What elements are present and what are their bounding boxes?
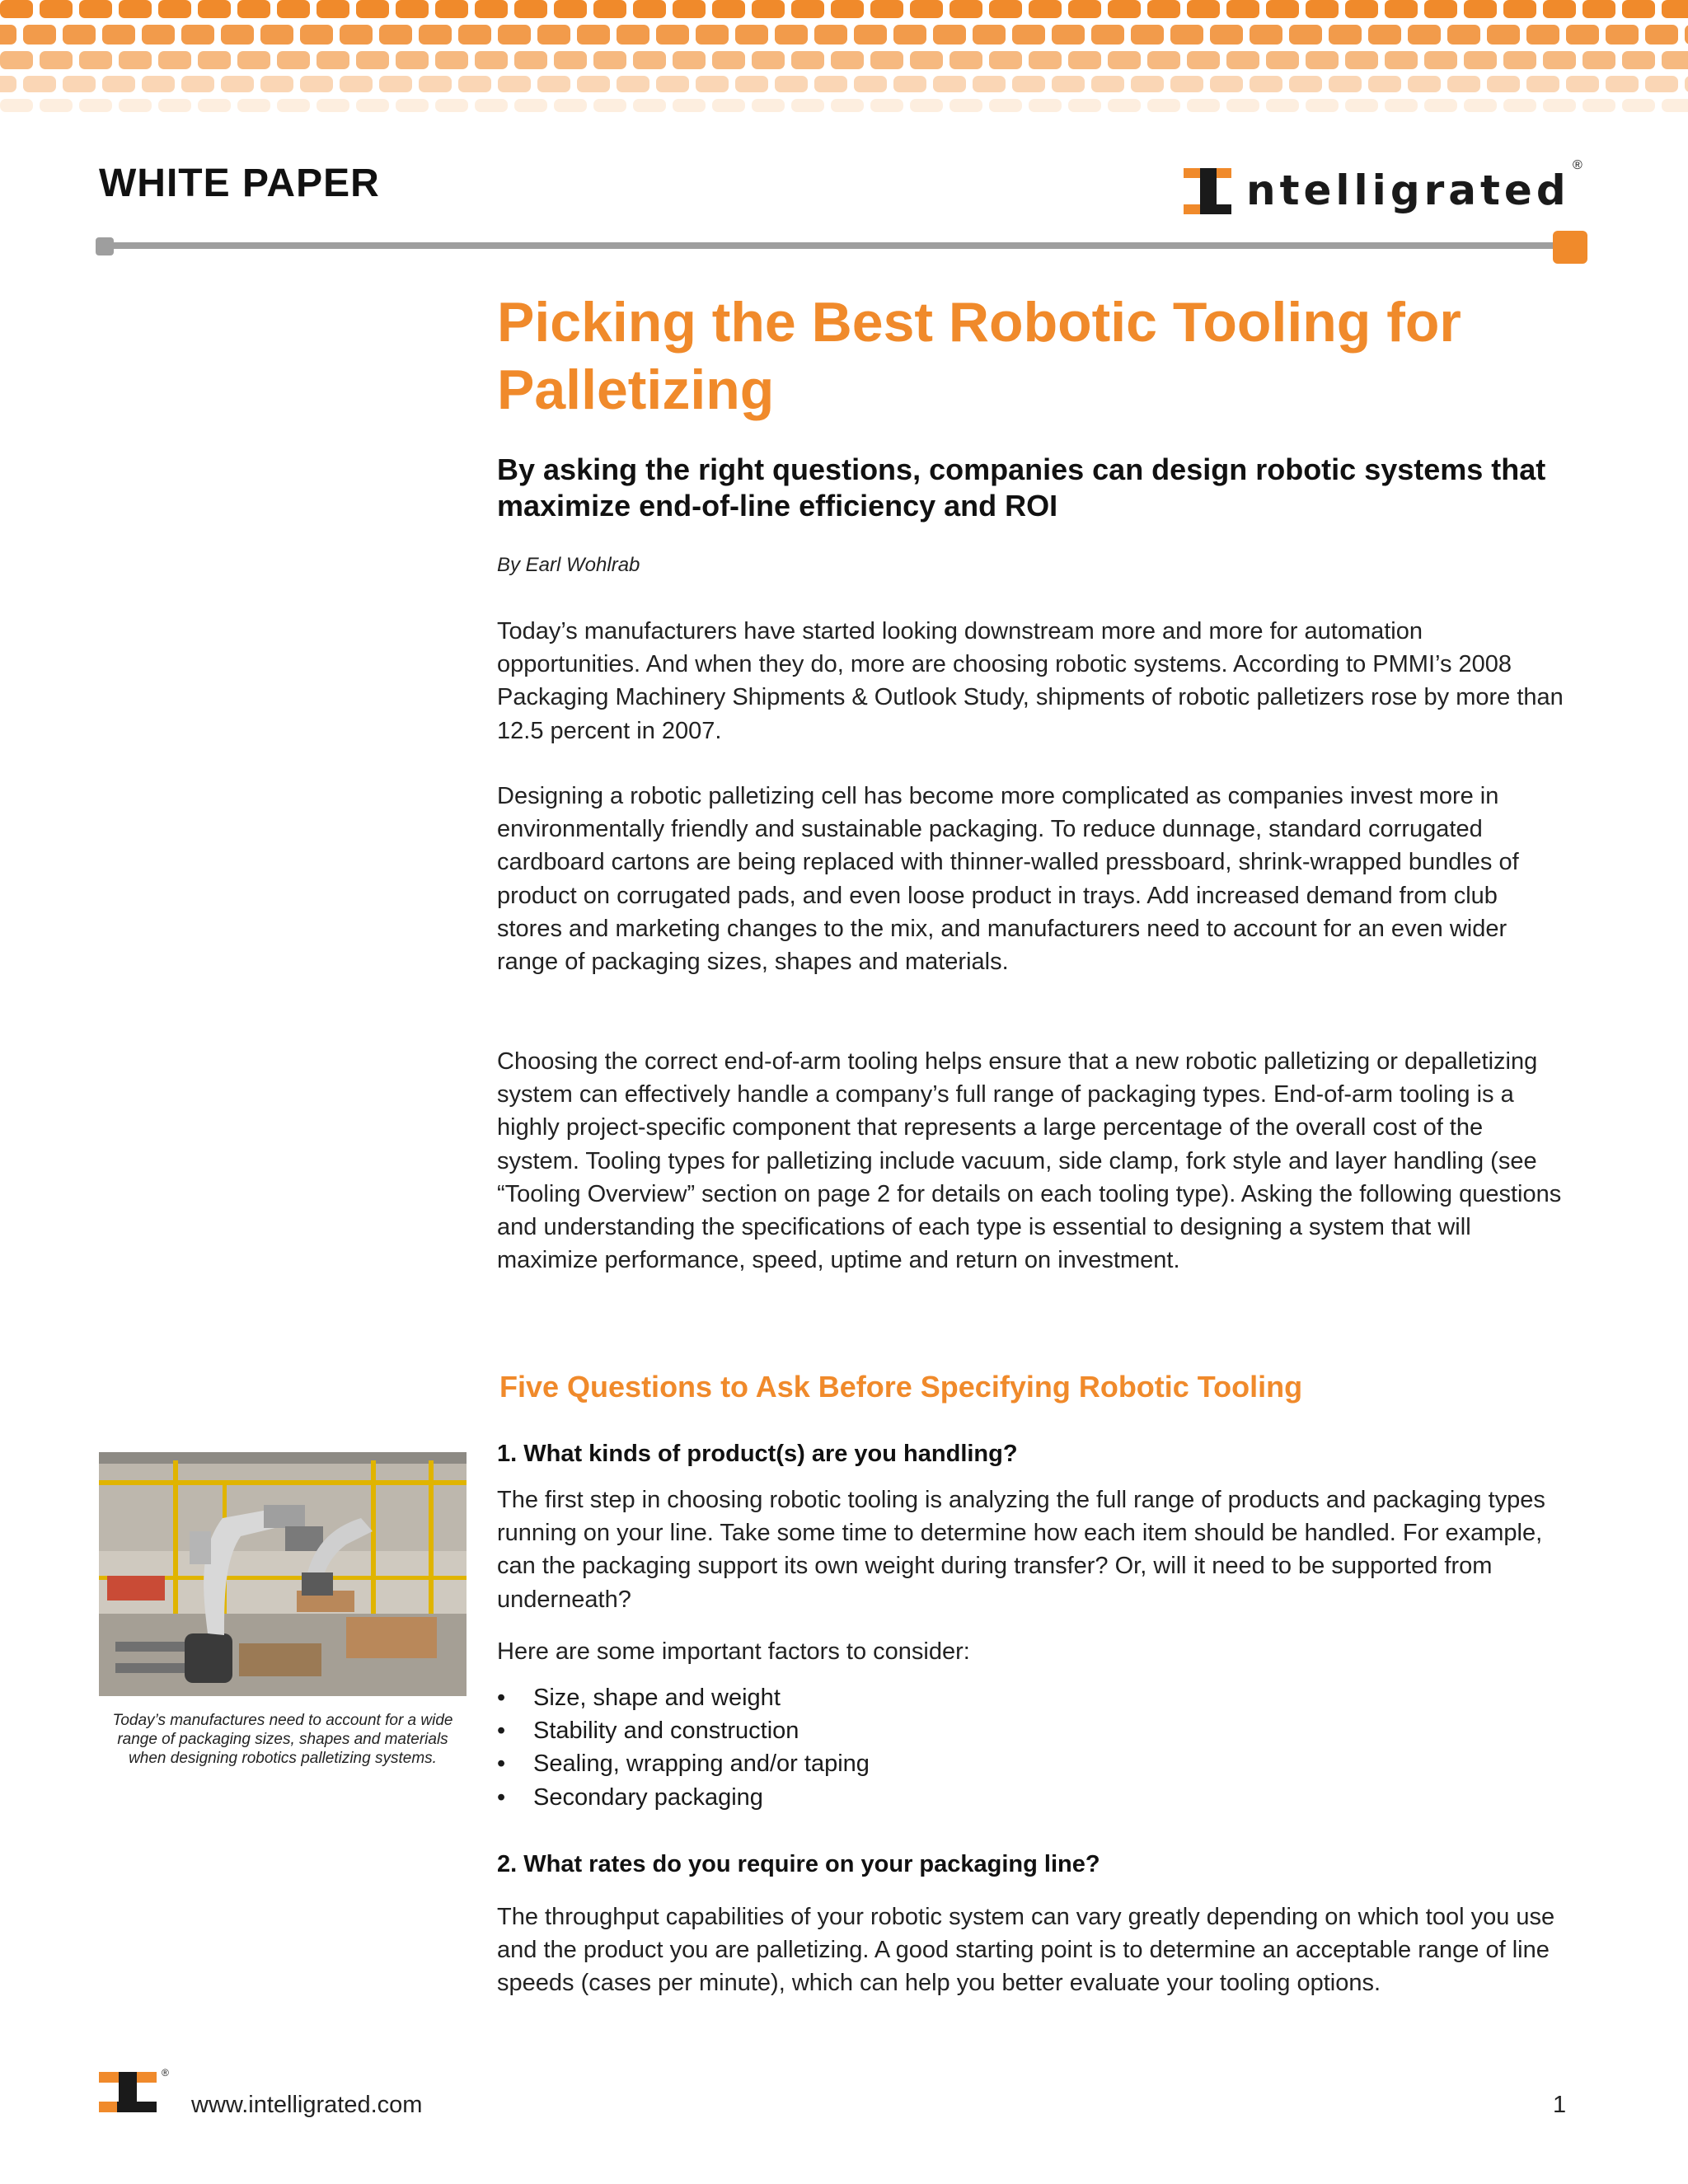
pattern-tile — [775, 76, 808, 92]
pattern-tile — [791, 0, 824, 18]
pattern-tile — [1685, 25, 1688, 45]
pattern-tile — [198, 51, 231, 69]
pattern-tile — [1487, 25, 1520, 45]
pattern-tile — [23, 25, 56, 45]
header-rule-right-cap — [1553, 231, 1587, 264]
pattern-tile — [1543, 0, 1576, 18]
pattern-tile — [514, 0, 547, 18]
pattern-tile — [735, 25, 768, 45]
pattern-tile — [1210, 76, 1243, 92]
pattern-tile — [1566, 25, 1599, 45]
pattern-tile — [617, 25, 649, 45]
pattern-tile — [554, 99, 587, 112]
pattern-tile — [158, 99, 191, 112]
pattern-tile — [435, 99, 468, 112]
pattern-tile — [1226, 51, 1259, 69]
intelligrated-logo[interactable] — [1180, 158, 1584, 221]
pattern-tile — [870, 99, 903, 112]
pattern-tile — [1029, 0, 1062, 18]
pattern-tile — [300, 25, 333, 45]
pattern-tile — [1187, 99, 1220, 112]
pattern-tile — [1108, 99, 1141, 112]
pattern-tile — [854, 76, 887, 92]
pattern-tile — [514, 99, 547, 112]
pattern-tile — [1622, 0, 1655, 18]
pattern-tile — [791, 99, 824, 112]
pattern-tile — [102, 76, 135, 92]
pattern-tile — [1566, 76, 1599, 92]
pattern-tile — [617, 76, 649, 92]
pattern-tile — [277, 0, 310, 18]
pattern-tile — [814, 76, 847, 92]
list-item: • Secondary packaging — [497, 1781, 1568, 1814]
pattern-tile — [260, 76, 293, 92]
logo-i-mark-icon — [1180, 166, 1246, 218]
pattern-tile — [1447, 25, 1480, 45]
pattern-tile — [237, 99, 270, 112]
pattern-tile — [1606, 25, 1639, 45]
pattern-tile — [419, 25, 452, 45]
pattern-tile — [1266, 51, 1299, 69]
pattern-tile — [396, 99, 429, 112]
header-rule-left-cap — [96, 237, 114, 255]
pattern-tile — [831, 51, 864, 69]
pattern-tile — [1464, 0, 1497, 18]
pattern-tile — [260, 25, 293, 45]
pattern-tile — [198, 99, 231, 112]
pattern-tile — [1068, 99, 1101, 112]
pattern-tile — [1187, 0, 1220, 18]
pattern-tile — [973, 76, 1006, 92]
intro-paragraph-3: Choosing the correct end-of-arm tooling helps ensure that a new robotic palletizing or depalletizing system can effectively handle a company’s full range of packaging types. End-of-arm tooling is a highly project-specific component that represents a large percentage of the overall cost of the system. Tooling types for palletizing include vacuum, side clamp, fork style and layer handling (see “Tooling Overview” section on page 2 for details on each tooling type). Asking the following questions and understanding the specifications of each type is essential to designing a system that will maximize performance, speed, uptime and return on investment. — [497, 1048, 1562, 1274]
pattern-tile — [752, 0, 785, 18]
pattern-tile — [989, 51, 1022, 69]
pattern-tile — [735, 76, 768, 92]
pattern-tile — [1250, 25, 1282, 45]
pattern-tile — [537, 25, 570, 45]
pattern-tile — [831, 0, 864, 18]
pattern-tile — [1170, 25, 1203, 45]
pattern-tile — [1210, 25, 1243, 45]
section-heading: Five Questions to Ask Before Specifying Robotic Tooling — [499, 1370, 1303, 1404]
pattern-tile — [1052, 25, 1085, 45]
pattern-tile — [475, 51, 508, 69]
pattern-tile — [1345, 51, 1378, 69]
pattern-tile — [1368, 76, 1401, 92]
pattern-tile — [537, 76, 570, 92]
pattern-tile — [1289, 76, 1322, 92]
pattern-tile — [1091, 76, 1124, 92]
pattern-tile — [1447, 76, 1480, 92]
pattern-tile — [40, 0, 73, 18]
pattern-tile — [181, 76, 214, 92]
pattern-tile — [379, 76, 412, 92]
question-2-heading: 2. What rates do you require on your packaging line? — [497, 1851, 1100, 1877]
pattern-tile — [0, 51, 33, 69]
pattern-tile — [23, 76, 56, 92]
pattern-tile — [910, 99, 943, 112]
pattern-tile — [379, 25, 412, 45]
pattern-tile — [396, 51, 429, 69]
article-byline: By Earl Wohlrab — [497, 554, 640, 576]
pattern-tile — [1503, 51, 1536, 69]
pattern-tile — [893, 76, 926, 92]
page-number: 1 — [1553, 2092, 1567, 2118]
pattern-tile — [1526, 76, 1559, 92]
pattern-tile — [221, 76, 254, 92]
pattern-tile — [356, 51, 389, 69]
pattern-tile — [1622, 51, 1655, 69]
pattern-tile — [712, 99, 745, 112]
pattern-tile — [1487, 76, 1520, 92]
pattern-tile — [1108, 51, 1141, 69]
pattern-tile — [63, 76, 96, 92]
pattern-tile — [910, 0, 943, 18]
intro-paragraph-1: Today’s manufacturers have started looking downstream more and more for automation opportunities. And when they do, more are choosing robotic systems. According to PMMI’s 2008 Packaging Machinery Shipments & Outlook Study, shipments of robotic palletizers rose by more than 12.5 percent in 2007. — [497, 618, 1564, 744]
pattern-tile — [577, 76, 610, 92]
pattern-tile — [1187, 51, 1220, 69]
pattern-tile — [475, 0, 508, 18]
pattern-tile — [791, 51, 824, 69]
pattern-tile — [973, 25, 1006, 45]
list-item: • Sealing, wrapping and/or taping — [497, 1747, 1568, 1780]
pattern-tile — [1266, 0, 1299, 18]
registered-mark: ® — [1573, 158, 1582, 172]
pattern-tile — [752, 99, 785, 112]
pattern-tile — [1068, 0, 1101, 18]
pattern-tile — [1543, 51, 1576, 69]
pattern-tile — [1289, 25, 1322, 45]
pattern-tile — [119, 0, 152, 18]
pattern-tile — [396, 0, 429, 18]
pattern-tile — [1052, 76, 1085, 92]
pattern-tile — [79, 99, 112, 112]
pattern-tile — [633, 51, 666, 69]
pattern-tile — [554, 0, 587, 18]
pattern-tile — [950, 0, 982, 18]
pattern-tile — [119, 51, 152, 69]
pattern-tile — [158, 0, 191, 18]
pattern-tile — [870, 51, 903, 69]
pattern-tile — [1226, 0, 1259, 18]
pattern-tile — [554, 51, 587, 69]
pattern-tile — [1068, 51, 1101, 69]
pattern-tile — [1170, 76, 1203, 92]
pattern-tile — [142, 25, 175, 45]
pattern-tile — [316, 0, 349, 18]
pattern-tile — [1503, 99, 1536, 112]
pattern-tile — [1091, 25, 1124, 45]
pattern-tile — [593, 0, 626, 18]
pattern-tile — [340, 76, 373, 92]
factors-intro: Here are some important factors to consider: — [497, 1638, 970, 1665]
pattern-tile — [198, 0, 231, 18]
pattern-tile — [0, 99, 33, 112]
pattern-tile — [656, 25, 689, 45]
pattern-tile — [1582, 0, 1615, 18]
pattern-tile — [316, 99, 349, 112]
robotic-palletizer-photo — [99, 1452, 467, 1696]
pattern-tile — [458, 76, 491, 92]
pattern-tile — [712, 0, 745, 18]
pattern-tile — [870, 0, 903, 18]
pattern-tile — [593, 51, 626, 69]
pattern-tile — [419, 76, 452, 92]
pattern-tile — [673, 0, 706, 18]
pattern-tile — [933, 76, 966, 92]
pattern-tile — [0, 25, 16, 45]
pattern-tile — [1306, 0, 1339, 18]
pattern-tile — [356, 99, 389, 112]
pattern-tile — [1385, 51, 1418, 69]
pattern-tile — [40, 51, 73, 69]
pattern-tile — [1329, 76, 1362, 92]
pattern-tile — [119, 99, 152, 112]
pattern-tile — [1424, 99, 1457, 112]
pattern-tile — [831, 99, 864, 112]
pattern-tile — [933, 25, 966, 45]
pattern-tile — [1526, 25, 1559, 45]
pattern-tile — [1012, 25, 1045, 45]
pattern-tile — [910, 51, 943, 69]
pattern-tile — [142, 76, 175, 92]
pattern-tile — [458, 25, 491, 45]
pattern-tile — [1306, 51, 1339, 69]
pattern-tile — [1424, 0, 1457, 18]
pattern-tile — [1012, 76, 1045, 92]
pattern-tile — [1345, 99, 1378, 112]
pattern-tile — [1606, 76, 1639, 92]
pattern-tile — [1645, 76, 1678, 92]
pattern-tile — [1147, 99, 1180, 112]
pattern-tile — [989, 0, 1022, 18]
pattern-tile — [1645, 25, 1678, 45]
pattern-tile — [1131, 76, 1164, 92]
footer-website-link[interactable]: www.intelligrated.com — [191, 2092, 423, 2118]
pattern-tile — [40, 99, 73, 112]
pattern-tile — [1385, 0, 1418, 18]
pattern-tile — [633, 0, 666, 18]
pattern-tile — [0, 76, 16, 92]
pattern-tile — [1685, 76, 1688, 92]
pattern-tile — [1131, 25, 1164, 45]
intro-paragraph-2: Designing a robotic palletizing cell has become more complicated as companies invest more in environmentally friendly and sustainable packaging. To reduce dunnage, standard corrugated cardboard cartons are being replaced with thinner-walled pressboard, shrink-wrapped bundles of product on corrugated pads, and even loose product in trays. Add increased demand from club stores and marketing changes to the mix, and manufacturers need to account for an even wider range of packaging sizes, shapes and materials. — [497, 783, 1519, 976]
pattern-tile — [498, 76, 531, 92]
pattern-tile — [1464, 99, 1497, 112]
pattern-tile — [752, 51, 785, 69]
pattern-tile — [673, 51, 706, 69]
pattern-tile — [79, 0, 112, 18]
photo-caption: Today’s manufactures need to account for a wide range of packaging sizes, shapes and materials when designing robotics palletizing systems. — [112, 1712, 453, 1767]
pattern-tile — [1345, 0, 1378, 18]
pattern-tile — [316, 51, 349, 69]
pattern-tile — [593, 99, 626, 112]
pattern-tile — [340, 25, 373, 45]
pattern-tile — [775, 25, 808, 45]
pattern-tile — [63, 25, 96, 45]
question-2-body: The throughput capabilities of your robotic system can vary greatly depending on which tool you use and the product you are palletizing. A good starting point is to determine an acceptable range of line speeds (cases per minute), which can help you better evaluate your tooling options. — [497, 1904, 1555, 1997]
pattern-tile — [1662, 0, 1688, 18]
pattern-tile — [1250, 76, 1282, 92]
footer-registered-mark: ® — [162, 2067, 169, 2079]
pattern-tile — [656, 76, 689, 92]
pattern-tile — [1464, 51, 1497, 69]
pattern-tile — [1503, 0, 1536, 18]
list-item: • Stability and construction — [497, 1714, 1568, 1747]
logo-wordmark: ntelligrated — [1246, 166, 1570, 214]
pattern-tile — [950, 99, 982, 112]
pattern-tile — [102, 25, 135, 45]
question-1-body: The first step in choosing robotic tooling is analyzing the full range of products and packaging types running on your line. Take some time to determine how each item should be handled. For example, can the packaging support its own weight during transfer? Or, will it need to be supported from underneath? — [497, 1487, 1545, 1613]
pattern-tile — [1582, 51, 1615, 69]
pattern-tile — [989, 99, 1022, 112]
pattern-tile — [237, 0, 270, 18]
article-title: Picking the Best Robotic Tooling for Palletizing — [497, 291, 1461, 421]
article-subtitle: By asking the right questions, companies can design robotic systems that maximize end-of-line efficiency and ROI — [497, 452, 1546, 523]
pattern-tile — [498, 25, 531, 45]
pattern-tile — [181, 25, 214, 45]
header-pattern-band — [0, 0, 1688, 132]
pattern-tile — [79, 51, 112, 69]
document-type-label: WHITE PAPER — [99, 162, 380, 205]
pattern-tile — [1543, 99, 1576, 112]
pattern-tile — [893, 25, 926, 45]
pattern-tile — [1226, 99, 1259, 112]
pattern-tile — [300, 76, 333, 92]
pattern-tile — [1408, 76, 1441, 92]
question-1-heading: 1. What kinds of product(s) are you handling? — [497, 1441, 1018, 1467]
pattern-tile — [1622, 99, 1655, 112]
list-item: • Size, shape and weight — [497, 1681, 1568, 1714]
pattern-tile — [0, 0, 33, 18]
pattern-tile — [1029, 51, 1062, 69]
factors-list — [497, 1681, 1568, 1814]
pattern-tile — [1385, 99, 1418, 112]
pattern-tile — [1266, 99, 1299, 112]
header-rule — [96, 242, 1587, 249]
pattern-tile — [237, 51, 270, 69]
pattern-tile — [696, 76, 729, 92]
pattern-tile — [158, 51, 191, 69]
pattern-tile — [1408, 25, 1441, 45]
pattern-tile — [356, 0, 389, 18]
pattern-tile — [221, 25, 254, 45]
pattern-tile — [1147, 51, 1180, 69]
pattern-tile — [277, 51, 310, 69]
pattern-tile — [435, 0, 468, 18]
pattern-tile — [1329, 25, 1362, 45]
footer-logo-icon — [97, 2067, 171, 2116]
pattern-tile — [1108, 0, 1141, 18]
pattern-tile — [673, 99, 706, 112]
pattern-tile — [1147, 0, 1180, 18]
pattern-tile — [475, 99, 508, 112]
pattern-tile — [514, 51, 547, 69]
pattern-tile — [277, 99, 310, 112]
pattern-tile — [1424, 51, 1457, 69]
pattern-tile — [633, 99, 666, 112]
pattern-tile — [1582, 99, 1615, 112]
pattern-tile — [854, 25, 887, 45]
pattern-tile — [577, 25, 610, 45]
pattern-tile — [1029, 99, 1062, 112]
pattern-tile — [814, 25, 847, 45]
pattern-tile — [1662, 99, 1688, 112]
pattern-tile — [712, 51, 745, 69]
pattern-tile — [950, 51, 982, 69]
pattern-tile — [696, 25, 729, 45]
pattern-tile — [435, 51, 468, 69]
pattern-tile — [1306, 99, 1339, 112]
pattern-tile — [1662, 51, 1688, 69]
pattern-tile — [1368, 25, 1401, 45]
